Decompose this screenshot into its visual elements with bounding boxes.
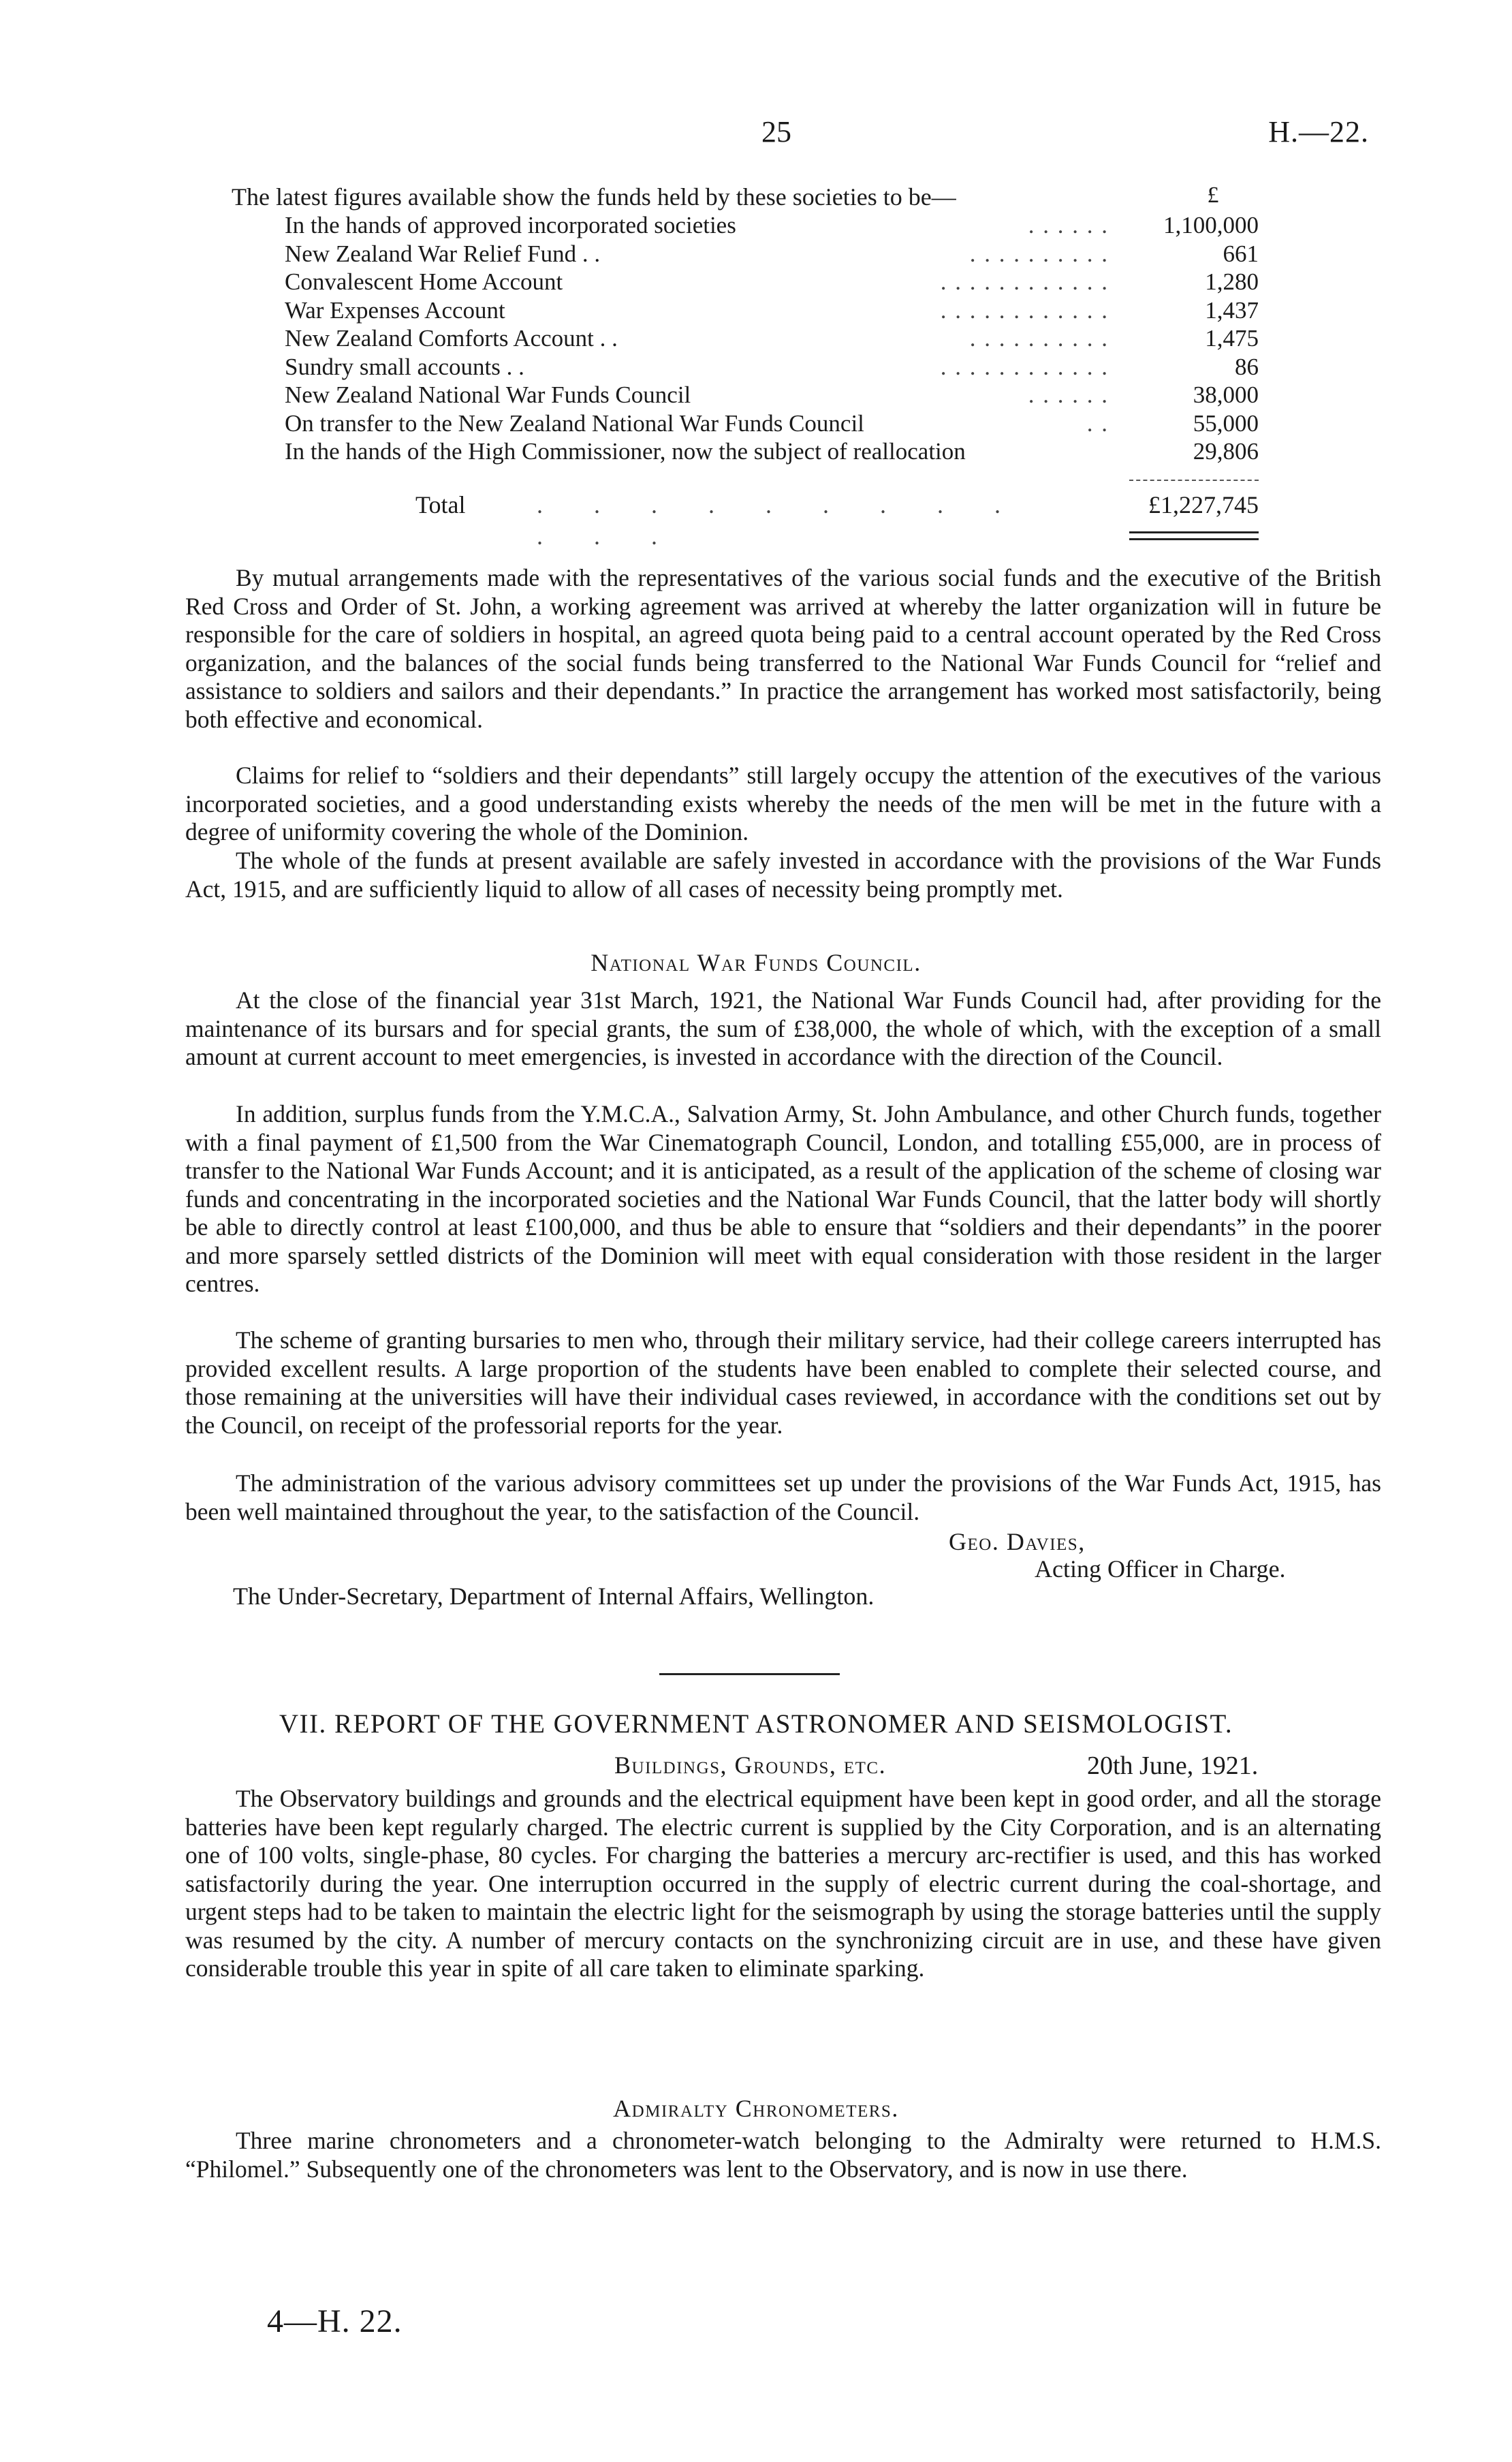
paragraph: In addition, surplus funds from the Y.M.C.A., Salvation Army, St. John Ambulance, and other Church funds, together with a final payment of £1,500 from the War Cinematograph Council, London, and totalling £55,000, are in process of transfer to the National War Funds Account; and it is anticipated, as a result of the application of the scheme of closing war funds and concentrating in the incorporated societies and the National War Funds Council, that the latter body will shortly be able to directly control at least £100,000, and thus be able to ensure that “soldiers and their dependants” in the poorer and more sparsely settled districts of the Dominion will meet with equal consideration with those resident in the larger centres. — [185, 1100, 1381, 1297]
ledger-amount: 86 — [1235, 353, 1259, 380]
leader-dots: . . . . . . — [1028, 212, 1109, 238]
ledger-row — [285, 324, 1259, 353]
ledger-row — [285, 211, 1259, 240]
section-heading: Buildings, Grounds, etc. — [614, 1751, 887, 1779]
total-row — [285, 489, 1259, 550]
leader-dots: . . . . . . . . . . . . — [537, 491, 1002, 550]
ledger-row — [285, 353, 1259, 381]
paragraph: The whole of the funds at present available are safely invested in accordance with the provisions of the War Funds Act, 1915, and are sufficiently liquid to allow of all cases of necessity being promptly met. — [185, 847, 1381, 903]
funds-intro: The latest figures available show the funds held by these societies to be— — [232, 183, 956, 211]
addressee: The Under-Secretary, Department of Internal Affairs, Wellington. — [233, 1583, 875, 1610]
ledger-amount: 29,806 — [1193, 438, 1259, 465]
signature-title: Acting Officer in Charge. — [1035, 1555, 1286, 1583]
ledger-amount: 55,000 — [1193, 409, 1259, 437]
ledger-amount: 38,000 — [1193, 381, 1259, 408]
section-heading: Admiralty Chronometers. — [613, 2095, 899, 2122]
funds-ledger — [285, 211, 1259, 466]
ledger-label: New Zealand Comforts Account . . — [285, 325, 618, 352]
ledger-label: New Zealand National War Funds Council — [285, 381, 691, 408]
ledger-amount: 661 — [1223, 240, 1259, 267]
page-number: 25 — [761, 115, 791, 149]
total-amount: £1,227,745 — [1148, 491, 1259, 518]
ledger-label: Sundry small accounts . . — [285, 353, 524, 380]
ledger-row — [285, 240, 1259, 268]
leader-dots: . . — [1086, 409, 1109, 437]
paragraph: Claims for relief to “soldiers and their dependants” still largely occupy the attention of the executives of the various incorporated societies, and a good understanding exists whereby the needs of the men will be met in the future with a degree of uniformity covering the whole of the Dominion. — [185, 762, 1381, 845]
leader-dots: . . . . . . . . . . — [969, 325, 1109, 352]
ledger-label: In the hands of the High Commissioner, now the subject of reallocation — [285, 438, 966, 465]
paragraph: Three marine chronometers and a chronometer-watch belonging to the Admiralty were returned to H.M.S. “Philomel.” Subsequently one of the chronometers was lent to the Observatory, and is now in use there. — [185, 2127, 1381, 2183]
ledger-amount: 1,280 — [1205, 268, 1259, 295]
leader-dots: . . . . . . . . . . . . — [940, 353, 1109, 380]
section-divider — [659, 1673, 840, 1675]
ledger-amount: 1,100,000 — [1163, 212, 1259, 238]
paragraph: The scheme of granting bursaries to men who, through their military service, had their college careers interrupted has provided excellent results. A large proportion of the students have been enabled to complete their selected course, and those remaining at the universities will have their individual cases reviewed, in accordance with the conditions set out by the Council, on receipt of the professorial reports for the year. — [185, 1326, 1381, 1439]
ledger-label: War Expenses Account — [285, 296, 505, 324]
paragraph: The Observatory buildings and grounds and the electrical equipment have been kept in good order, and all the storage batteries have been kept regularly charged. The electric current is supplied by the City Corporation, and is an alternating one of 100 volts, single-phase, 80 cycles. For charging the batteries a mercury arc-rectifier is used, and this has worked satisfactorily during the year. One interruption occurred in the supply of electric current during the coal-shortage, and urgent steps had to be taken to maintain the electric light for the seismograph by using the storage batteries until the supply was resumed by the city. A number of mercury contacts on the synchronizing circuit are in use, and these have given considerable trouble this year in spite of all care taken to eliminate sparking. — [185, 1785, 1381, 1982]
leader-dots: . . . . . . — [1028, 381, 1109, 408]
ledger-label: Convalescent Home Account — [285, 268, 563, 295]
ledger-amount: 1,437 — [1205, 296, 1259, 324]
ledger-row — [285, 437, 1259, 466]
ledger-label: New Zealand War Relief Fund . . — [285, 240, 601, 267]
total-double-rule — [1129, 531, 1259, 540]
section-heading: National War Funds Council. — [590, 949, 922, 976]
report-title: VII. REPORT OF THE GOVERNMENT ASTRONOMER AND SEISMOLOGIST. — [279, 1709, 1233, 1739]
ledger-row — [285, 409, 1259, 438]
series-reference: H.—22. — [1268, 115, 1369, 149]
subtotal-rule — [1129, 480, 1259, 481]
leader-dots: . . . . . . . . . . . . — [940, 296, 1109, 324]
ledger-row — [285, 381, 1259, 409]
paragraph: By mutual arrangements made with the representatives of the various social funds and the executive of the British Red Cross and Order of St. John, a working agreement was arrived at whereby the latter organization will in future be responsible for the care of soldiers in hospital, an agreed quota being paid to a central account operated by the Red Cross organization, and the balances of the social funds being transferred to the National War Funds Council for “relief and assistance to soldiers and sailors and their dependants.” In practice the arrangement has worked most satisfactorily, being both effective and economical. — [185, 564, 1381, 733]
leader-dots: . . . . . . . . . . . . — [940, 268, 1109, 295]
ledger-amount: 1,475 — [1205, 325, 1259, 352]
ledger-row — [285, 268, 1259, 296]
signature-name: Geo. Davies, — [949, 1528, 1086, 1555]
ledger-label: In the hands of approved incorporated societies — [285, 212, 736, 238]
ledger-row — [285, 296, 1259, 325]
currency-heading: £ — [1207, 183, 1219, 208]
paragraph: At the close of the financial year 31st March, 1921, the National War Funds Council had, after providing for the maintenance of its bursars and for special grants, the sum of £38,000, the whole of which, with the exception of a small amount at current account to meet emergencies, is invested in accordance with the direction of the Council. — [185, 986, 1381, 1070]
footer-reference: 4—H. 22. — [267, 2303, 403, 2339]
report-date: 20th June, 1921. — [1087, 1751, 1259, 1780]
leader-dots: . . . . . . . . . . — [969, 240, 1109, 267]
paragraph: The administration of the various advisory committees set up under the provisions of the War Funds Act, 1915, has been well maintained throughout the year, to the satisfaction of the Council. — [185, 1469, 1381, 1525]
total-label: Total — [415, 491, 466, 518]
ledger-label: On transfer to the New Zealand National War Funds Council — [285, 409, 864, 437]
